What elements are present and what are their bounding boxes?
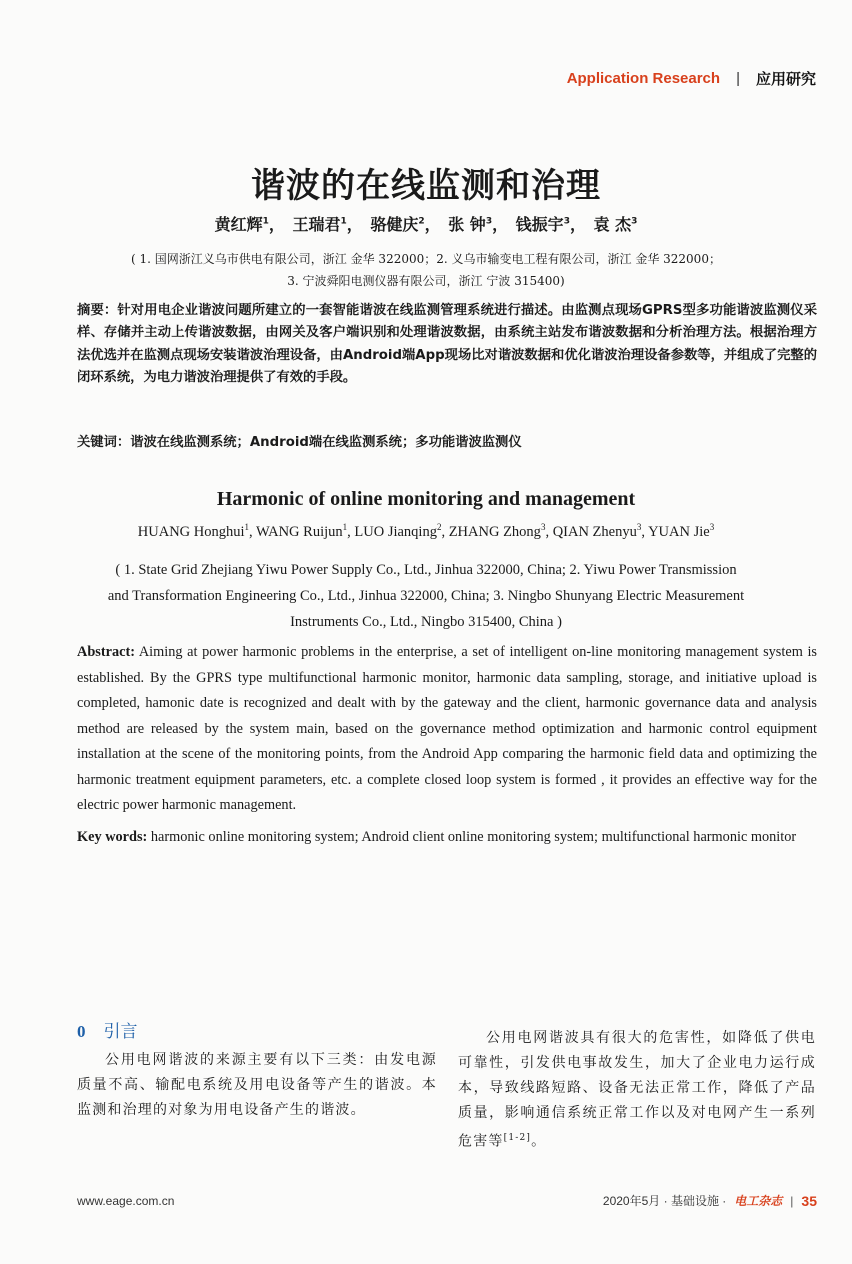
author-zh: 袁 杰$^3$ [593, 215, 638, 234]
page-number: 35 [801, 1192, 817, 1209]
abstract-zh [77, 300, 817, 389]
keywords-label: Key words: [77, 829, 148, 845]
author-zh: 王瑞君$^1$， [292, 215, 363, 234]
affiliation-line: ( 1. State Grid Zhejiang Yiwu Power Supply Co., Ltd., Jinhua 322000, China; 2. Yiwu Power Transmission [115, 562, 737, 578]
abstract-en [77, 640, 817, 819]
footer-issue: 2020年5月 · 基础设施 · [602, 1194, 727, 1208]
citation-ref: [1-2] [503, 1133, 532, 1143]
author-en: QIAN Zhenyu$^3$, [552, 522, 649, 540]
section-number: 0 [77, 1022, 86, 1041]
author-en: ZHANG Zhong$^3$, [448, 522, 553, 540]
body-column-right: 公用电网谐波具有很大的危害性，如降低了供电可靠性，引发供电事故发生，加大了企业电力运行成本，导致线路短路、设备无法正常工作，降低了产品质量，影响通信系统正常工作以及对电网产生一系列危害等[1-2]。 [458, 1030, 816, 1150]
author-zh: 骆健庆$^2$， [370, 215, 441, 234]
header-section-zh: 应用研究 [755, 70, 816, 88]
affiliation-line: and Transformation Engineering Co., Ltd., Jinhua 322000, China; 3. Ningbo Shunyang Electric Measurement [107, 588, 745, 604]
author-zh: 黄红辉$^1$， [214, 215, 285, 234]
paper-title-en: Harmonic of online monitoring and management [216, 488, 636, 510]
authors-en [0, 522, 852, 541]
footer-url: www.eage.com.cn [77, 1193, 175, 1208]
author-zh: 钱振宇$^3$， [515, 215, 586, 234]
abstract-label: 摘要： [77, 303, 118, 318]
page-footer [77, 1192, 817, 1209]
footer-separator: | [790, 1193, 794, 1208]
author-en: HUANG Honghui$^1$, [137, 522, 257, 540]
header-section-en: Application Research [566, 70, 721, 87]
affiliation-line: 3. 宁波舜阳电测仪器有限公司，浙江 宁波 315400) [287, 274, 565, 288]
body-text: 公用电网谐波具有很大的危害性，如降低了供电可靠性，引发供电事故发生，加大了企业电力运行成本，导致线路短路、设备无法正常工作，降低了产品质量，影响通信系统正常工作以及对电网产生一系列危害等 [458, 1030, 816, 1150]
author-zh: 张 钟$^3$， [448, 215, 509, 234]
body-column-left: 公用电网谐波的来源主要有以下三类：由发电源质量不高、输配电系统及用电设备等产生的谐波。本监测和治理的对象为用电设备产生的谐波。 [77, 1052, 437, 1118]
section-title: 引言 [103, 1022, 138, 1042]
keywords-text: harmonic online monitoring system; Android client online monitoring system; multifunctional harmonic monitor [147, 829, 797, 845]
keywords-en [77, 825, 817, 851]
keywords-text: 谐波在线监测系统；Android端在线监测系统；多功能谐波监测仪 [130, 435, 522, 450]
abstract-text: 针对用电企业谐波问题所建立的一套智能谐波在线监测管理系统进行描述。由监测点现场GPRS型多功能谐波监测仪采样、存储并主动上传谐波数据，由网关及客户端识别和处理谐波数据，由系统主站发布谐波数据和分析治理方法。根据治理方法优选并在监测点现场安装谐波治理设备，由Android端App现场比对谐波数据和优化谐波治理设备参数等，并组成了完整的闭环系统，为电力谐波治理提供了有效的手段。 [77, 303, 817, 385]
abstract-text: Aiming at power harmonic problems in the enterprise, a set of intelligent on-line monitoring management system is established. By the GPRS type multifunctional harmonic monitor, harmonic data sampling, storage, and initiative upload is completed, hamonic date is recognized and dealt with by the gateway and the client, harmonic governance data and analysis method are released by the system main, based on the governance method optimization and harmonic control equipment installation at the scene of the monitoring points, from the Android App comparing the harmonic field data and optimizing the harmonic treatment equipment parameters, etc. a complete closed loop system is formed , it provides an effective way for the electric power harmonic management. [77, 644, 817, 813]
affiliation-line: ( 1. 国网浙江义乌市供电有限公司，浙江 金华 322000；2. 义乌市输变电工程有限公司，浙江 金华 322000； [131, 252, 721, 266]
abstract-label: Abstract: [77, 644, 135, 660]
author-en: WANG Ruijun$^1$, [256, 522, 355, 540]
affiliations-zh [70, 248, 782, 292]
section-heading [77, 1017, 138, 1042]
paper-title-zh: 谐波的在线监测和治理 [251, 166, 601, 206]
author-en: LUO Jianqing$^2$, [354, 522, 449, 540]
keywords-label: 关键词： [77, 435, 131, 450]
authors-zh [0, 212, 852, 235]
affiliation-line: Instruments Co., Ltd., Ningbo 315400, China ) [290, 614, 562, 630]
running-header [567, 68, 816, 89]
header-separator: | [736, 70, 740, 87]
journal-logo: 电工杂志 [734, 1194, 783, 1208]
affiliations-en [80, 557, 772, 635]
keywords-zh [77, 431, 817, 450]
author-en: YUAN Jie$^3$ [648, 522, 715, 540]
